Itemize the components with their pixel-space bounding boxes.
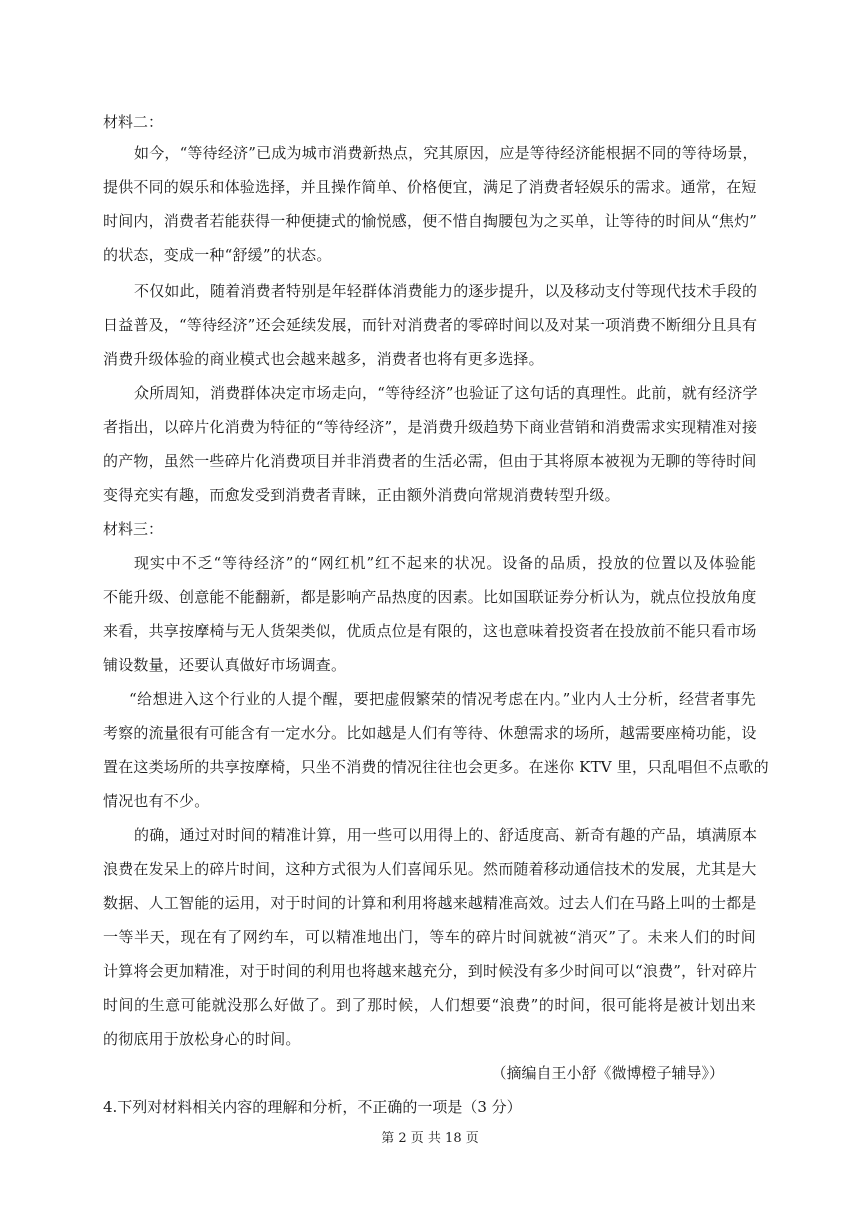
paragraph-line: 如今，“等待经济”已成为城市消费新热点，究其原因，应是等待经济能根据不同的等待场景， (134, 144, 758, 162)
paragraph-line: 的状态，变成一种“舒缓”的状态。 (103, 246, 332, 264)
paragraph-line: 者指出，以碎片化消费为特征的“等待经济”，是消费升级趋势下商业营销和消费需求实现精准对接 (103, 418, 758, 436)
paragraph-line: 一等半天，现在有了网约车，可以精准地出门，等车的碎片时间就被“消灭”了。未来人们的时间 (103, 928, 756, 946)
paragraph-line: 置在这类场所的共享按摩椅，只坐不消费的情况往往也会更多。在迷你 KTV 里，只乱唱但不点歌的 (103, 758, 769, 776)
paragraph-line: 现实中不乏“等待经济”的“网红机”红不起来的状况。设备的品质，投放的位置以及体验能 (134, 554, 756, 572)
paragraph-line: 不能升级、创意能不能翻新，都是影响产品热度的因素。比如国联证券分析认为，就点位投放角度 (103, 588, 757, 606)
paragraph-line: 数据、人工智能的运用，对于时间的计算和利用将越来越精准高效。过去人们在马路上叫的士都是 (103, 894, 757, 912)
paragraph-line: 考察的流量很有可能含有一定水分。比如越是人们有等待、休憩需求的场所，越需要座椅功能，设 (103, 724, 757, 742)
paragraph-line: 时间的生意可能就没那么好做了。到了那时候，人们想要“浪费”的时间，很可能将是被计划出来 (103, 996, 756, 1014)
paragraph-line: 时间内，消费者若能获得一种便捷式的愉悦感，便不惜自掏腰包为之买单，让等待的时间从“焦灼” (103, 212, 758, 230)
source-citation: （摘编自王小舒《微博橙子辅导》） (491, 1064, 724, 1082)
paragraph-line: 浪费在发呆上的碎片时间，这种方式很为人们喜闻乐见。然而随着移动通信技术的发展，尤其是大 (103, 860, 757, 878)
question-4: 4.下列对材料相关内容的理解和分析，不正确的一项是（3 分） (103, 1098, 522, 1116)
material2-heading: 材料二： (103, 113, 164, 131)
paragraph-line: 铺设数量，还要认真做好市场调查。 (103, 656, 347, 674)
paragraph-line: “给想进入这个行业的人提个醒，要把虚假繁荣的情况考虑在内。”业内人士分析，经营者事先 (129, 690, 756, 708)
paragraph-line: 来看，共享按摩椅与无人货架类似，优质点位是有限的，这也意味着投资者在投放前不能只看市场 (103, 622, 757, 640)
paragraph-line: 消费升级体验的商业模式也会越来越多，消费者也将有更多选择。 (103, 350, 544, 368)
paragraph-line: 日益普及，“等待经济”还会延续发展，而针对消费者的零碎时间以及对某一项消费不断细分且具有 (103, 316, 758, 334)
paragraph-line: 变得充实有趣，而愈发受到消费者青睐，正由额外消费向常规消费转型升级。 (103, 486, 620, 504)
material3-heading: 材料三： (103, 520, 164, 538)
page-footer: 第 2 页 共 18 页 (381, 1131, 479, 1146)
paragraph-line: 计算将会更加精准，对于时间的利用也将越来越充分，到时候没有多少时间可以“浪费”，针对碎片 (103, 962, 758, 980)
paragraph-line: 提供不同的娱乐和体验选择，并且操作简单、价格便宜，满足了消费者轻娱乐的需求。通常，在短 (103, 178, 757, 196)
paragraph-line: 不仅如此，随着消费者特别是年轻群体消费能力的逐步提升，以及移动支付等现代技术手段的 (134, 282, 758, 300)
paragraph-line: 的确，通过对时间的精准计算，用一些可以用得上的、舒适度高、新奇有趣的产品，填满原本 (134, 826, 758, 844)
paragraph-line: 的产物，虽然一些碎片化消费项目并非消费者的生活必需，但由于其将原本被视为无聊的等待时间 (103, 452, 757, 470)
paragraph-line: 众所周知，消费群体决定市场走向，“等待经济”也验证了这句话的真理性。此前，就有经济学 (134, 384, 758, 402)
paragraph-line: 情况也有不少。 (103, 792, 210, 810)
paragraph-line: 的彻底用于放松身心的时间。 (103, 1030, 301, 1048)
